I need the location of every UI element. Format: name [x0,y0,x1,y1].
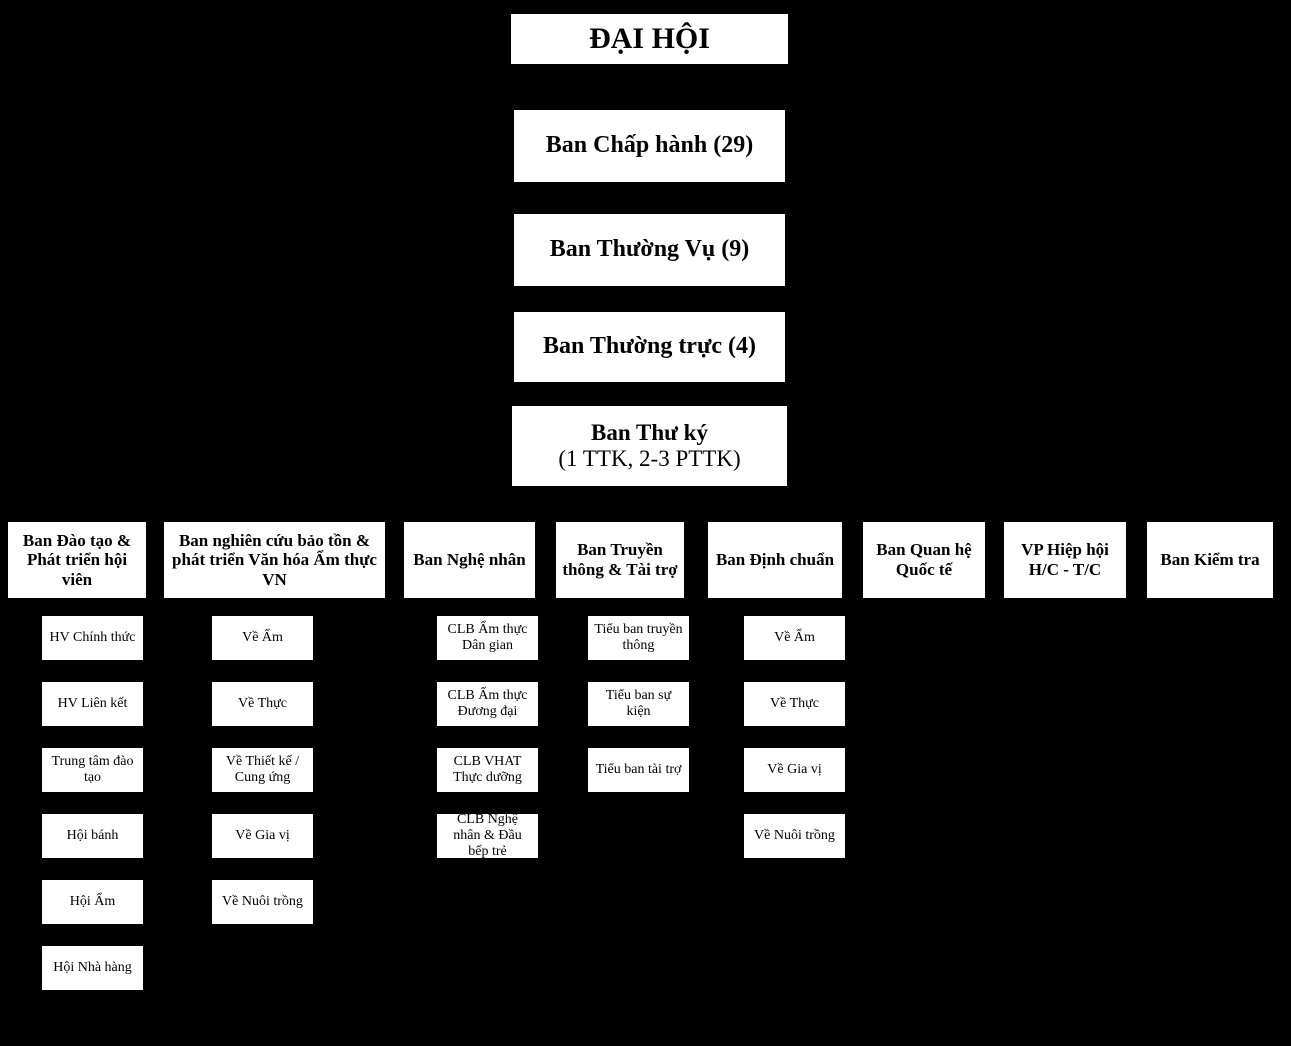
department-box-6[interactable] [863,522,985,598]
department-label: VP Hiệp hội H/C - T/C [1021,540,1109,579]
department-label: Ban Định chuẩn [715,550,835,570]
sub-unit-label: Về Ẩm [242,629,283,645]
sub-unit-box-4-2[interactable] [588,682,689,726]
sub-unit-label: Về Thực [770,695,819,711]
sub-unit-box-1-1[interactable] [42,616,143,660]
sub-unit-box-3-4[interactable] [437,811,538,860]
sub-unit-label: CLB Ẩm thực Đương đại [447,687,528,719]
sub-unit-label: Hội bánh [66,827,119,843]
sub-unit-label: Về Nuôi trồng [754,827,835,843]
sub-unit-label: Hội Nhà hàng [53,959,132,975]
sub-unit-box-2-3[interactable] [212,748,313,792]
department-box-7[interactable] [1004,522,1126,598]
department-label: Ban Đào tạo & Phát triển hội viên [22,530,132,589]
sub-unit-label: Về Thực [238,695,287,711]
department-box-8[interactable] [1147,522,1273,598]
secretariat-title: Ban Thư ký [591,419,708,445]
sub-unit-box-3-3[interactable] [437,748,538,792]
sub-unit-label: Về Gia vị [767,761,822,777]
department-box-3[interactable] [404,522,535,598]
sub-unit-label: Về Gia vị [235,827,290,843]
sub-unit-label: CLB VHAT Thực dưỡng [453,753,522,785]
sub-unit-label: Về Nuôi trồng [222,893,303,909]
department-box-4[interactable] [556,522,684,598]
sub-unit-box-2-4[interactable] [212,814,313,858]
sub-unit-box-5-3[interactable] [744,748,845,792]
sub-unit-box-1-2[interactable] [42,682,143,726]
sub-unit-label: HV Liên kết [57,695,128,711]
sub-unit-label: Trung tâm đào tạo [51,753,134,785]
sub-unit-box-5-2[interactable] [744,682,845,726]
department-box-1[interactable] [8,522,146,598]
sub-unit-box-4-3[interactable] [588,748,689,792]
department-label: Ban nghiên cứu bảo tồn & phát triển Văn hóa Ẩm thực VN [172,530,377,589]
sub-unit-label: CLB Nghệ nhân & Đầu bếp trẻ [453,811,522,860]
department-label: Ban Kiểm tra [1160,550,1260,570]
sub-unit-box-1-6[interactable] [42,946,143,990]
sub-unit-box-1-5[interactable] [42,880,143,924]
sub-unit-label: HV Chính thức [49,629,136,645]
sub-unit-label: Tiểu ban tài trợ [595,761,682,777]
sub-unit-box-4-1[interactable] [588,616,689,660]
department-box-5[interactable] [708,522,842,598]
node-congress: ĐẠI HỘI [511,14,788,64]
node-standing-committee: Ban Thường Vụ (9) [514,214,785,286]
sub-unit-label: Về Thiết kế / Cung ứng [225,753,300,785]
secretariat-subtitle: (1 TTK, 2-3 PTTK) [558,446,741,471]
sub-unit-box-2-5[interactable] [212,880,313,924]
sub-unit-label: Tiểu ban sự kiện [605,687,672,719]
department-box-2[interactable] [164,522,385,598]
node-permanent-board: Ban Thường trực (4) [514,312,785,382]
department-label: Ban Nghệ nhân [413,550,526,570]
node-secretariat [512,406,787,486]
sub-unit-box-2-2[interactable] [212,682,313,726]
sub-unit-box-1-3[interactable] [42,748,143,792]
sub-unit-label: Về Ẩm [774,629,815,645]
sub-unit-label: CLB Ẩm thực Dân gian [447,621,528,653]
sub-unit-label: Hội Ẩm [69,893,116,909]
department-label: Ban Truyền thông & Tài trợ [562,540,678,579]
sub-unit-box-5-1[interactable] [744,616,845,660]
sub-unit-box-5-4[interactable] [744,814,845,858]
sub-unit-label: Tiểu ban truyền thông [594,621,683,653]
department-label: Ban Quan hệ Quốc tế [876,540,972,579]
sub-unit-box-1-4[interactable] [42,814,143,858]
sub-unit-box-3-2[interactable] [437,682,538,726]
node-executive-board: Ban Chấp hành (29) [514,110,785,182]
sub-unit-box-2-1[interactable] [212,616,313,660]
sub-unit-box-3-1[interactable] [437,616,538,660]
